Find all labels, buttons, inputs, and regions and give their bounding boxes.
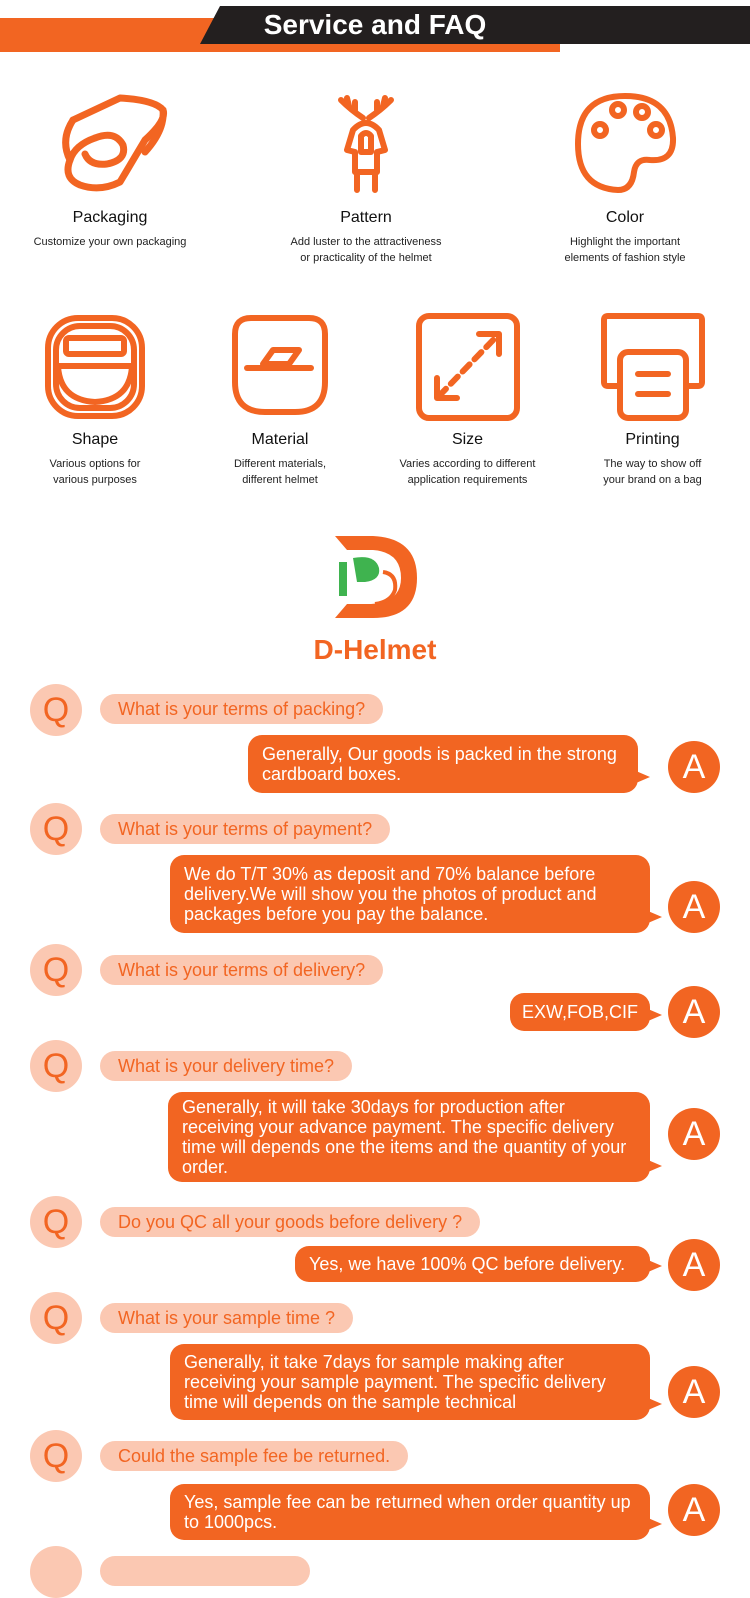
feature-title: Printing: [625, 431, 680, 448]
brand-name: D-Helmet: [313, 634, 437, 665]
feature-title: Color: [605, 209, 645, 226]
page-title: Service and FAQ: [263, 9, 487, 40]
d-helmet-logo: [325, 532, 425, 622]
q-badge: Q: [30, 1430, 82, 1482]
feature-pattern: [266, 90, 466, 266]
faq-answer: Generally, it take 7days for sample making after receiving your sample payment. The specific delivery time will depends on the sample technical: [170, 1344, 650, 1420]
q-badge: Q: [30, 944, 82, 996]
q-badge: Q: [30, 803, 82, 855]
feature-printing: [570, 312, 735, 488]
faq-question: What is your terms of payment?: [100, 814, 390, 844]
feature-desc: The way to show off: [603, 458, 702, 470]
faq-question: What is your terms of delivery?: [100, 955, 383, 985]
feature-size: [380, 312, 555, 488]
shape-icon: [40, 312, 150, 422]
printing-icon: [598, 312, 708, 422]
feature-title: Shape: [71, 431, 119, 448]
faq-question: What is your sample time ?: [100, 1303, 353, 1333]
feature-desc: Different materials,: [233, 458, 327, 470]
a-badge: A: [668, 986, 720, 1038]
feature-desc: Customize your own packaging: [33, 236, 187, 248]
q-badge-partial: [30, 1546, 82, 1598]
a-badge: A: [668, 741, 720, 793]
q-badge: Q: [30, 1040, 82, 1092]
q-badge: Q: [30, 1196, 82, 1248]
faq-question: Do you QC all your goods before delivery ?: [100, 1207, 480, 1237]
feature-title: Packaging: [72, 209, 148, 226]
feature-desc: Add luster to the attractiveness: [290, 236, 442, 248]
feature-shape: [10, 312, 180, 488]
a-badge: A: [668, 1239, 720, 1291]
a-badge: A: [668, 881, 720, 933]
faq-answer: Generally, it will take 30days for production after receiving your advance payment. The specific delivery time will depends one the items and the quantity of your order.: [168, 1092, 650, 1182]
a-badge: A: [668, 1108, 720, 1160]
palette-icon: [570, 90, 680, 200]
faq-answer: Yes, sample fee can be returned when order quantity up to 1000pcs.: [170, 1484, 650, 1540]
faq-question: Could the sample fee be returned.: [100, 1441, 408, 1471]
feature-desc: elements of fashion style: [564, 252, 686, 264]
feature-color: [535, 90, 715, 266]
feature-desc: various purposes: [53, 474, 137, 486]
q-badge: Q: [30, 684, 82, 736]
size-icon: [413, 312, 523, 422]
feature-desc: or practicality of the helmet: [300, 252, 432, 264]
faq-answer: EXW,FOB,CIF: [510, 993, 650, 1031]
feature-title: Material: [251, 431, 309, 448]
q-badge: Q: [30, 1292, 82, 1344]
feature-desc: Various options for: [49, 458, 141, 470]
faq-question: What is your delivery time?: [100, 1051, 352, 1081]
packaging-icon: [45, 90, 175, 200]
feature-desc: Varies according to different: [399, 458, 536, 470]
faq-answer: We do T/T 30% as deposit and 70% balance before delivery.We will show you the photos of product and packages before you pay the balance.: [170, 855, 650, 933]
a-badge: A: [668, 1366, 720, 1418]
feature-desc: your brand on a bag: [603, 474, 702, 486]
material-icon: [225, 312, 335, 422]
header-banner: [0, 0, 750, 52]
a-badge: A: [668, 1484, 720, 1536]
feature-desc: application requirements: [407, 474, 528, 486]
feature-desc: different helmet: [242, 474, 318, 486]
feature-desc: Highlight the important: [569, 236, 681, 248]
feature-material: [195, 312, 365, 488]
feature-packaging: [20, 90, 200, 250]
faq-question-partial: [100, 1556, 310, 1586]
faq-answer: Yes, we have 100% QC before delivery.: [295, 1246, 650, 1282]
pattern-icon: [311, 90, 421, 200]
feature-title: Pattern: [340, 209, 392, 226]
feature-title: Size: [451, 431, 484, 448]
faq-question: What is your terms of packing?: [100, 694, 383, 724]
faq-answer: Generally, Our goods is packed in the strong cardboard boxes.: [248, 735, 638, 793]
